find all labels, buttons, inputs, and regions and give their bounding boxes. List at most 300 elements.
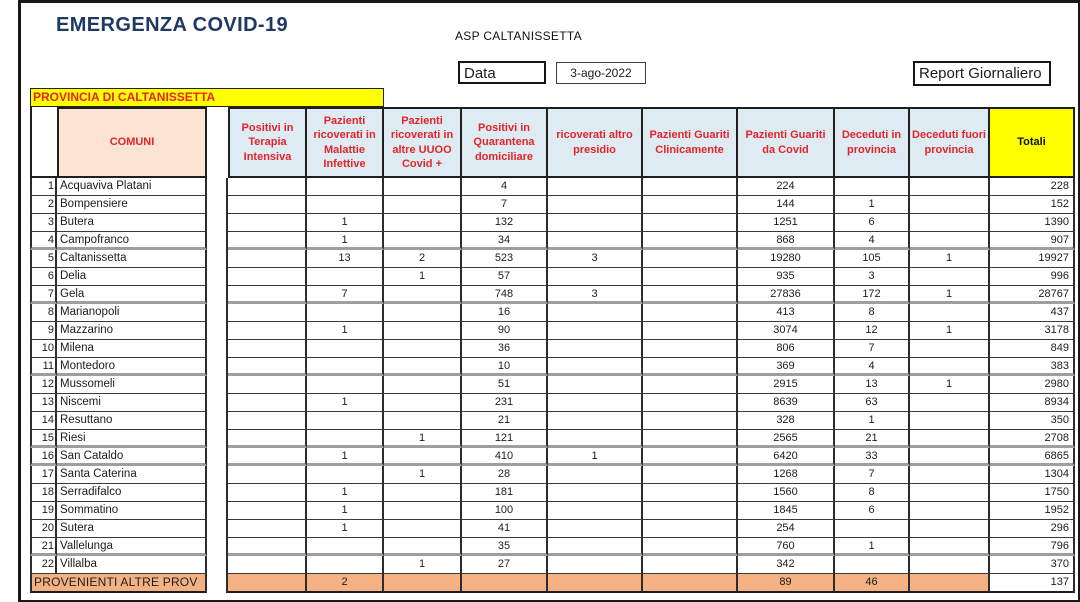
cell-value <box>228 430 307 448</box>
page-title: EMERGENZA COVID-19 <box>56 14 289 36</box>
cell-comune: Bompensiere <box>57 196 207 214</box>
cell-comune: Marianopoli <box>57 304 207 322</box>
cell-value <box>835 178 910 196</box>
org-label: ASP CALTANISSETTA <box>455 29 582 43</box>
footer-value: 46 <box>835 574 910 593</box>
cell-spacer <box>207 340 228 358</box>
cell-value: 7 <box>835 340 910 358</box>
cell-value <box>910 538 990 556</box>
cell-value <box>228 340 307 358</box>
cell-value <box>910 556 990 574</box>
cell-spacer <box>207 358 228 376</box>
table-row <box>30 214 1075 232</box>
cell-value <box>548 502 643 520</box>
cell-value <box>643 304 738 322</box>
report-type-box: Report Giornaliero <box>913 61 1051 86</box>
table-row <box>30 304 1075 322</box>
column-header: Pazienti ricoverati in Malattie Infettive <box>307 107 384 178</box>
cell-value <box>643 268 738 286</box>
cell-value <box>643 466 738 484</box>
cell-value <box>307 178 384 196</box>
cell-total: 2708 <box>990 430 1075 448</box>
cell-value: 6 <box>835 214 910 232</box>
cell-value <box>643 196 738 214</box>
cell-value: 1 <box>307 484 384 502</box>
cell-value <box>384 502 462 520</box>
cell-value: 1 <box>835 412 910 430</box>
table-row <box>30 250 1075 268</box>
cell-value <box>643 358 738 376</box>
cell-value <box>307 466 384 484</box>
cell-value <box>228 448 307 466</box>
cell-comune: Serradifalco <box>57 484 207 502</box>
cell-value: 36 <box>462 340 548 358</box>
cell-row-number: 13 <box>30 394 57 412</box>
cell-value <box>643 430 738 448</box>
cell-value: 1 <box>307 520 384 538</box>
cell-row-number: 14 <box>30 412 57 430</box>
cell-comune: Caltanissetta <box>57 250 207 268</box>
cell-total: 996 <box>990 268 1075 286</box>
cell-total: 19927 <box>990 250 1075 268</box>
cell-comune: Niscemi <box>57 394 207 412</box>
table-footer-row <box>30 574 1075 593</box>
cell-value: 935 <box>738 268 835 286</box>
cell-total: 3178 <box>990 322 1075 340</box>
cell-value <box>228 520 307 538</box>
cell-value <box>384 484 462 502</box>
footer-value: 2 <box>307 574 384 593</box>
cell-total: 370 <box>990 556 1075 574</box>
cell-value: 8639 <box>738 394 835 412</box>
cell-value: 7 <box>835 466 910 484</box>
cell-value <box>228 214 307 232</box>
cell-value: 748 <box>462 286 548 304</box>
cell-value <box>548 232 643 250</box>
cell-value <box>643 340 738 358</box>
footer-value <box>910 574 990 593</box>
cell-value: 1 <box>835 196 910 214</box>
cell-spacer <box>207 466 228 484</box>
footer-value <box>384 574 462 593</box>
cell-value <box>384 304 462 322</box>
table-row <box>30 484 1075 502</box>
cell-value: 4 <box>462 178 548 196</box>
cell-value: 16 <box>462 304 548 322</box>
cell-total: 152 <box>990 196 1075 214</box>
cell-value: 8 <box>835 304 910 322</box>
table-row <box>30 358 1075 376</box>
cell-spacer <box>207 484 228 502</box>
cell-value <box>228 196 307 214</box>
cell-row-number: 12 <box>30 376 57 394</box>
table-body <box>30 178 1075 574</box>
cell-value: 231 <box>462 394 548 412</box>
cell-value <box>307 556 384 574</box>
cell-spacer <box>207 178 228 196</box>
footer-value: 89 <box>738 574 835 593</box>
cell-value <box>548 358 643 376</box>
cell-value <box>384 286 462 304</box>
cell-row-number: 15 <box>30 430 57 448</box>
cell-value: 4 <box>835 358 910 376</box>
cell-row-number: 20 <box>30 520 57 538</box>
cell-spacer <box>207 232 228 250</box>
cell-value <box>228 538 307 556</box>
cell-value: 51 <box>462 376 548 394</box>
cell-value <box>548 412 643 430</box>
table-row <box>30 448 1075 466</box>
cell-spacer <box>207 268 228 286</box>
cell-value: 1845 <box>738 502 835 520</box>
cell-value: 27836 <box>738 286 835 304</box>
cell-total: 6865 <box>990 448 1075 466</box>
footer-total: 137 <box>990 574 1075 593</box>
cell-value <box>228 322 307 340</box>
cell-value <box>228 376 307 394</box>
cell-total: 350 <box>990 412 1075 430</box>
cell-comune: Riesi <box>57 430 207 448</box>
cell-value <box>548 538 643 556</box>
cell-spacer <box>207 304 228 322</box>
cell-total: 796 <box>990 538 1075 556</box>
cell-value <box>548 430 643 448</box>
cell-value <box>548 322 643 340</box>
cell-comune: Vallelunga <box>57 538 207 556</box>
cell-spacer <box>207 502 228 520</box>
cell-spacer <box>207 556 228 574</box>
column-header: ricoverati altro presidio <box>548 107 643 178</box>
table-row <box>30 394 1075 412</box>
cell-value: 27 <box>462 556 548 574</box>
comuni-header: COMUNI <box>57 107 207 178</box>
cell-value <box>910 484 990 502</box>
cell-value <box>228 466 307 484</box>
footer-value <box>228 574 307 593</box>
spacer-header <box>207 107 228 178</box>
cell-value <box>643 520 738 538</box>
cell-total: 849 <box>990 340 1075 358</box>
cell-value: 7 <box>462 196 548 214</box>
covid-table <box>30 107 1075 593</box>
cell-row-number: 9 <box>30 322 57 340</box>
cell-comune: Montedoro <box>57 358 207 376</box>
cell-comune: Sommatino <box>57 502 207 520</box>
cell-value <box>910 178 990 196</box>
cell-comune: Mussomeli <box>57 376 207 394</box>
cell-value: 1 <box>307 214 384 232</box>
cell-spacer <box>207 412 228 430</box>
cell-value: 63 <box>835 394 910 412</box>
footer-label: PROVENIENTI ALTRE PROV <box>30 574 207 593</box>
cell-value: 1 <box>307 502 384 520</box>
footer-value <box>548 574 643 593</box>
cell-row-number: 3 <box>30 214 57 232</box>
cell-value: 1 <box>910 250 990 268</box>
cell-value <box>548 268 643 286</box>
cell-total: 907 <box>990 232 1075 250</box>
cell-value <box>307 340 384 358</box>
cell-value <box>643 232 738 250</box>
cell-comune: Villalba <box>57 556 207 574</box>
cell-value: 2 <box>384 250 462 268</box>
cell-row-number: 17 <box>30 466 57 484</box>
cell-total: 437 <box>990 304 1075 322</box>
cell-value <box>228 178 307 196</box>
cell-value <box>307 196 384 214</box>
cell-value <box>643 250 738 268</box>
cell-value: 13 <box>835 376 910 394</box>
cell-value <box>548 214 643 232</box>
cell-value <box>910 430 990 448</box>
table-row <box>30 466 1075 484</box>
cell-value: 90 <box>462 322 548 340</box>
cell-value <box>228 358 307 376</box>
cell-value <box>228 394 307 412</box>
cell-value <box>548 394 643 412</box>
cell-row-number: 5 <box>30 250 57 268</box>
cell-row-number: 16 <box>30 448 57 466</box>
cell-value <box>910 196 990 214</box>
cell-row-number: 18 <box>30 484 57 502</box>
cell-value: 105 <box>835 250 910 268</box>
cell-value: 224 <box>738 178 835 196</box>
cell-spacer <box>207 394 228 412</box>
cell-value <box>228 502 307 520</box>
cell-value: 1 <box>548 448 643 466</box>
cell-value: 410 <box>462 448 548 466</box>
cell-value <box>384 394 462 412</box>
cell-value <box>548 376 643 394</box>
cell-comune: Milena <box>57 340 207 358</box>
cell-value <box>643 322 738 340</box>
cell-value: 2565 <box>738 430 835 448</box>
cell-value <box>910 448 990 466</box>
cell-value: 10 <box>462 358 548 376</box>
cell-spacer <box>207 520 228 538</box>
cell-comune: Butera <box>57 214 207 232</box>
cell-value <box>643 178 738 196</box>
cell-total: 28767 <box>990 286 1075 304</box>
table-row <box>30 412 1075 430</box>
cell-value <box>835 556 910 574</box>
cell-value: 6 <box>835 502 910 520</box>
table-row <box>30 502 1075 520</box>
cell-value: 4 <box>835 232 910 250</box>
cell-total: 8934 <box>990 394 1075 412</box>
cell-value <box>384 376 462 394</box>
cell-value: 35 <box>462 538 548 556</box>
cell-comune: Santa Caterina <box>57 466 207 484</box>
cell-value: 1 <box>910 376 990 394</box>
cell-comune: Gela <box>57 286 207 304</box>
table-row <box>30 538 1075 556</box>
cell-value <box>910 394 990 412</box>
cell-value <box>548 556 643 574</box>
cell-value <box>643 376 738 394</box>
cell-value <box>643 394 738 412</box>
cell-total: 1304 <box>990 466 1075 484</box>
cell-value <box>643 448 738 466</box>
date-value-box: 3-ago-2022 <box>556 62 646 84</box>
cell-total: 296 <box>990 520 1075 538</box>
cell-row-number: 22 <box>30 556 57 574</box>
cell-value <box>307 538 384 556</box>
cell-value: 181 <box>462 484 548 502</box>
cell-value <box>910 412 990 430</box>
cell-comune: Acquaviva Platani <box>57 178 207 196</box>
cell-spacer <box>207 322 228 340</box>
cell-value <box>548 520 643 538</box>
cell-value: 1 <box>307 232 384 250</box>
table-row <box>30 196 1075 214</box>
cell-value <box>307 268 384 286</box>
cell-comune: Delia <box>57 268 207 286</box>
cell-total: 1952 <box>990 502 1075 520</box>
cell-row-number: 10 <box>30 340 57 358</box>
cell-value: 2915 <box>738 376 835 394</box>
cell-value: 6420 <box>738 448 835 466</box>
cell-value <box>910 520 990 538</box>
cell-value: 1 <box>384 268 462 286</box>
cell-value <box>307 358 384 376</box>
cell-value: 1 <box>835 538 910 556</box>
cell-value: 806 <box>738 340 835 358</box>
cell-value: 1 <box>307 394 384 412</box>
table-row <box>30 430 1075 448</box>
cell-value <box>910 502 990 520</box>
cell-value <box>228 556 307 574</box>
cell-value: 100 <box>462 502 548 520</box>
table-row <box>30 520 1075 538</box>
cell-spacer <box>207 376 228 394</box>
cell-value <box>384 448 462 466</box>
cell-value: 121 <box>462 430 548 448</box>
cell-value <box>307 430 384 448</box>
cell-value: 3074 <box>738 322 835 340</box>
cell-row-number: 6 <box>30 268 57 286</box>
cell-value: 328 <box>738 412 835 430</box>
cell-value <box>307 412 384 430</box>
cell-value: 33 <box>835 448 910 466</box>
cell-value: 19280 <box>738 250 835 268</box>
cell-value <box>643 502 738 520</box>
cell-value: 41 <box>462 520 548 538</box>
cell-comune: Mazzarino <box>57 322 207 340</box>
cell-value <box>643 286 738 304</box>
row-number-header <box>30 107 57 178</box>
cell-value: 1560 <box>738 484 835 502</box>
cell-value: 1268 <box>738 466 835 484</box>
date-label-box: Data <box>458 61 546 84</box>
cell-value <box>384 196 462 214</box>
cell-comune: Resuttano <box>57 412 207 430</box>
table-row <box>30 178 1075 196</box>
cell-value: 3 <box>835 268 910 286</box>
cell-value: 1 <box>307 448 384 466</box>
cell-value: 8 <box>835 484 910 502</box>
cell-value <box>228 268 307 286</box>
column-header: Deceduti in provincia <box>835 107 910 178</box>
cell-row-number: 7 <box>30 286 57 304</box>
cell-total: 1750 <box>990 484 1075 502</box>
cell-spacer <box>207 430 228 448</box>
cell-value <box>307 376 384 394</box>
cell-value <box>384 214 462 232</box>
cell-total: 1390 <box>990 214 1075 232</box>
cell-value <box>384 340 462 358</box>
cell-value: 3 <box>548 286 643 304</box>
cell-value: 1 <box>910 322 990 340</box>
cell-value: 3 <box>548 250 643 268</box>
cell-value: 21 <box>835 430 910 448</box>
table-row <box>30 322 1075 340</box>
province-banner: PROVINCIA DI CALTANISSETTA <box>30 88 384 107</box>
cell-value: 342 <box>738 556 835 574</box>
cell-spacer <box>207 214 228 232</box>
cell-value <box>910 268 990 286</box>
cell-value: 1 <box>384 556 462 574</box>
table-row <box>30 376 1075 394</box>
column-header: Deceduti fuori provincia <box>910 107 990 178</box>
cell-value: 369 <box>738 358 835 376</box>
cell-value <box>228 412 307 430</box>
cell-comune: Sutera <box>57 520 207 538</box>
cell-value <box>548 466 643 484</box>
cell-total: 383 <box>990 358 1075 376</box>
cell-value <box>228 250 307 268</box>
cell-comune: San Cataldo <box>57 448 207 466</box>
cell-value <box>643 214 738 232</box>
cell-row-number: 1 <box>30 178 57 196</box>
table-row <box>30 232 1075 250</box>
cell-value <box>384 412 462 430</box>
cell-value: 254 <box>738 520 835 538</box>
cell-value <box>228 286 307 304</box>
column-header: Pazienti ricoverati in altre UUOO Covid + <box>384 107 462 178</box>
table-row <box>30 340 1075 358</box>
cell-spacer <box>207 286 228 304</box>
cell-row-number: 21 <box>30 538 57 556</box>
cell-value <box>548 178 643 196</box>
cell-row-number: 2 <box>30 196 57 214</box>
cell-value <box>910 358 990 376</box>
cell-value: 144 <box>738 196 835 214</box>
table-header-row <box>30 107 1075 178</box>
cell-value <box>643 538 738 556</box>
cell-value <box>548 304 643 322</box>
cell-spacer <box>207 196 228 214</box>
cell-value: 1 <box>384 466 462 484</box>
cell-value: 523 <box>462 250 548 268</box>
column-header: Totali <box>990 107 1075 178</box>
cell-value <box>384 520 462 538</box>
cell-total: 228 <box>990 178 1075 196</box>
table-row <box>30 268 1075 286</box>
cell-value: 1 <box>384 430 462 448</box>
cell-value <box>548 340 643 358</box>
cell-row-number: 8 <box>30 304 57 322</box>
table-row <box>30 556 1075 574</box>
cell-value: 760 <box>738 538 835 556</box>
column-header: Pazienti Guariti da Covid <box>738 107 835 178</box>
footer-value <box>462 574 548 593</box>
cell-value <box>835 520 910 538</box>
cell-value <box>548 484 643 502</box>
cell-spacer <box>207 448 228 466</box>
cell-comune: Campofranco <box>57 232 207 250</box>
cell-value <box>910 304 990 322</box>
